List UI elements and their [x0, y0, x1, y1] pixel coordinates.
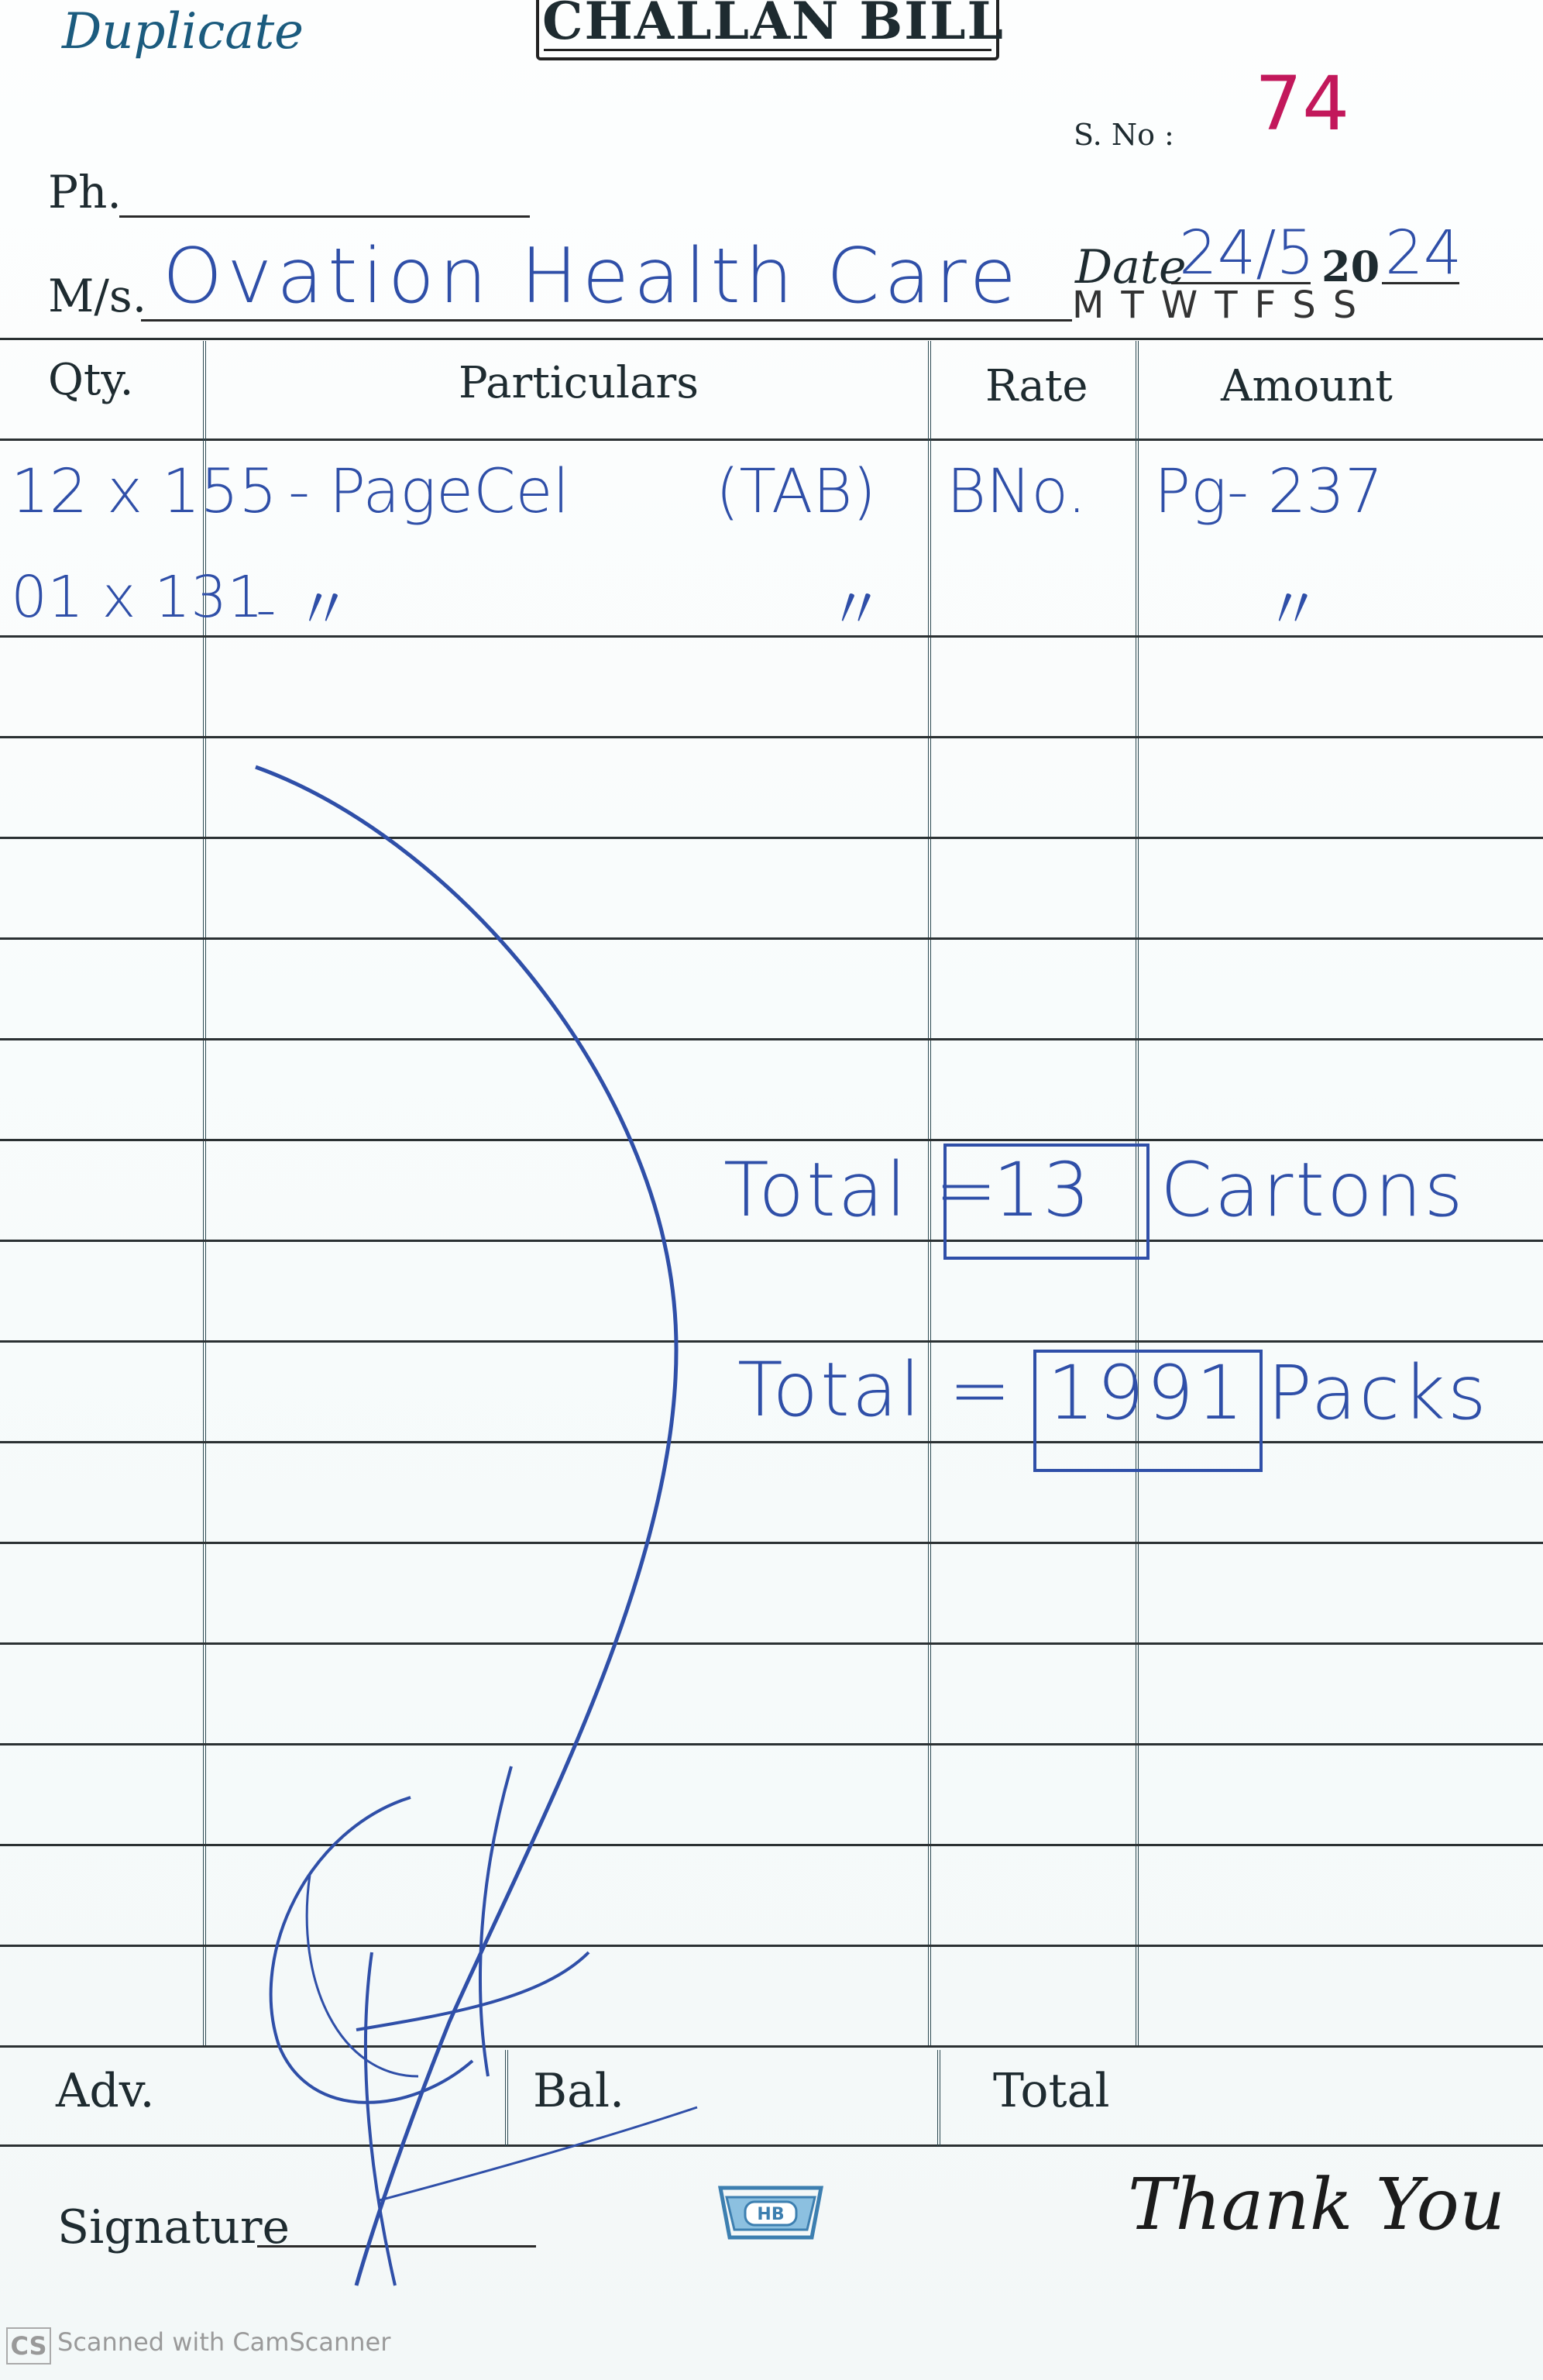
hb-logo-icon	[713, 2174, 829, 2251]
date-label: Date	[1075, 240, 1187, 294]
row-rule	[0, 1038, 1543, 1040]
row2-amount: 〃	[1264, 576, 1321, 643]
date-century: 20	[1321, 242, 1380, 291]
row2-particulars: - 〃	[256, 576, 352, 643]
row-rule	[0, 1542, 1543, 1544]
date-day-month: 24/5	[1179, 218, 1315, 288]
header-rate: Rate	[985, 361, 1088, 411]
signature-label: Signature	[57, 2200, 290, 2254]
signature-flourish-icon	[217, 744, 775, 2309]
packs-prefix: Total =	[737, 1346, 1014, 1433]
row1-rate: BNo.	[947, 457, 1087, 527]
signature-line	[257, 2245, 536, 2248]
row1-amount: Pg- 237	[1154, 457, 1383, 527]
copy-label: Duplicate	[62, 3, 304, 60]
thank-you: Thank You	[1128, 2163, 1506, 2246]
row-rule	[0, 1844, 1543, 1846]
balance-label: Bal.	[533, 2064, 625, 2118]
weekday-row: MTWTFSS	[1072, 284, 1374, 327]
camscanner-watermark: Scanned with CamScanner	[57, 2327, 391, 2357]
header-amount: Amount	[1221, 361, 1393, 411]
row-rule	[0, 1945, 1543, 1947]
footer-divider-bal	[937, 2050, 940, 2146]
row1-qty: 12 x 155	[11, 457, 277, 527]
table-header-rule	[0, 439, 1543, 441]
bill-title: CHALLAN BILL	[542, 0, 1005, 51]
row-rule	[0, 1139, 1543, 1141]
customer-name: Ovation Health Care	[163, 232, 1021, 321]
phone-label: Ph.	[48, 166, 122, 218]
serial-number: 74	[1255, 60, 1350, 147]
row1-tab: (TAB)	[716, 457, 876, 527]
footer-top-rule	[0, 2045, 1543, 2048]
logo-text: HB	[757, 2205, 785, 2224]
header-qty: Qty.	[48, 355, 134, 405]
row-rule	[0, 1642, 1543, 1645]
footer-bottom-rule	[0, 2144, 1543, 2147]
row2-tab: 〃	[827, 576, 885, 643]
table-top-rule	[0, 338, 1543, 340]
cartons-suffix: Cartons	[1160, 1147, 1466, 1233]
serial-label: S. No :	[1074, 118, 1174, 152]
total-label: Total	[993, 2064, 1110, 2118]
packs-value: 1991	[1047, 1350, 1246, 1436]
row-rule	[0, 1340, 1543, 1343]
row-rule	[0, 1240, 1543, 1242]
camscanner-logo: CS	[6, 2327, 51, 2365]
row-rule	[0, 937, 1543, 940]
row-rule	[0, 837, 1543, 839]
ms-label: M/s.	[48, 270, 147, 322]
date-year: 24	[1385, 218, 1462, 288]
row-rule	[0, 1441, 1543, 1443]
phone-field[interactable]	[119, 215, 530, 218]
header-particulars: Particulars	[459, 358, 699, 408]
advance-label: Adv.	[56, 2064, 155, 2118]
cartons-value: 13	[993, 1147, 1093, 1233]
row2-qty: 01 x 131	[11, 564, 264, 631]
row1-particulars: - PageCel	[288, 457, 570, 527]
packs-suffix: Packs	[1267, 1350, 1489, 1436]
row-rule	[0, 736, 1543, 738]
footer-divider-adv	[505, 2050, 508, 2146]
row-rule	[0, 1743, 1543, 1745]
cartons-prefix: Total =	[723, 1147, 1000, 1233]
